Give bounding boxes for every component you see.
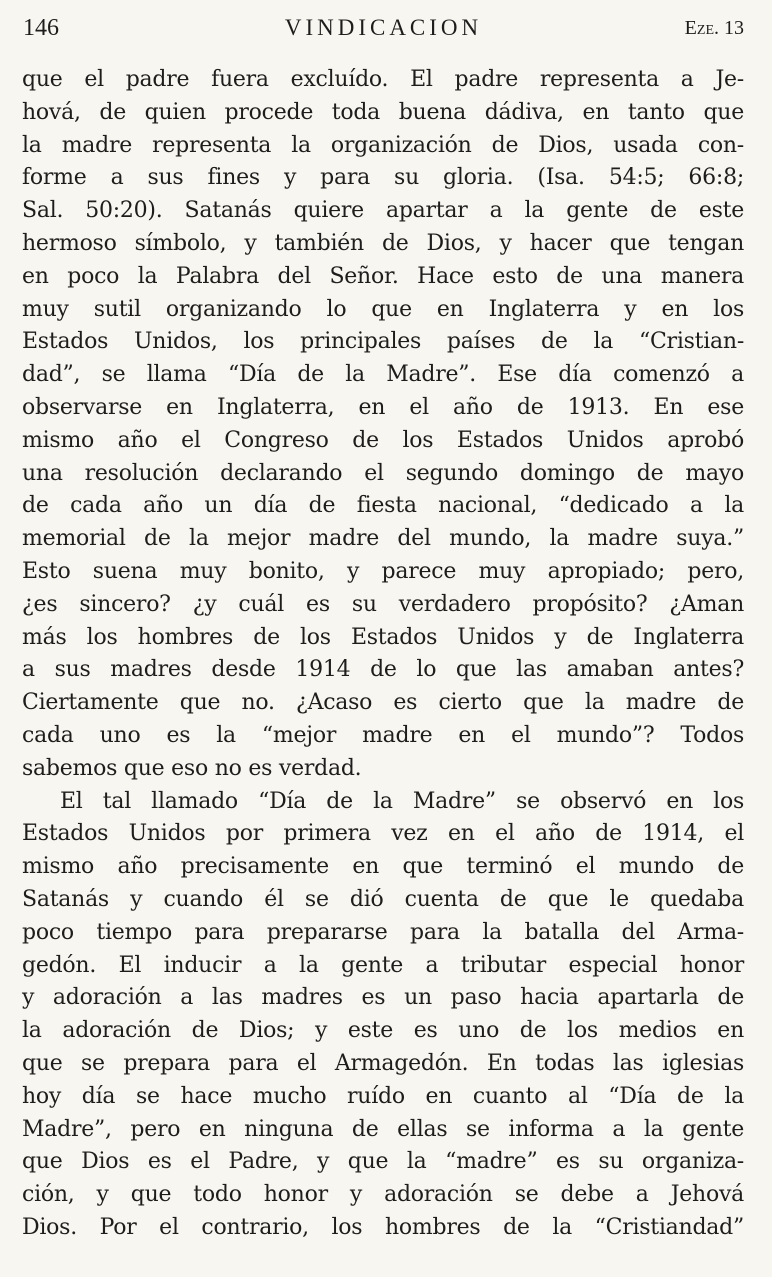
text-line: más los hombres de los Estados Unidos y de Inglaterra xyxy=(22,624,744,650)
text-line: Estados Unidos, los principales países de la “Cristian- xyxy=(22,329,744,355)
text-line: que se prepara para el Armagedón. En todas las iglesias xyxy=(22,1050,744,1076)
text-line: una resolución declarando el segundo domingo de mayo xyxy=(22,460,744,486)
text-line: Esto suena muy bonito, y parece muy apropiado; pero, xyxy=(22,558,744,584)
text-line: en poco la Palabra del Señor. Hace esto de una manera xyxy=(22,263,744,289)
text-line: Estados Unidos por primera vez en el año de 1914, el xyxy=(22,821,744,847)
text-line: Ciertamente que no. ¿Acaso es cierto que la madre de xyxy=(22,690,744,716)
text-line: mismo año precisamente en que terminó el mundo de xyxy=(22,854,744,880)
text-line: dad”, se llama “Día de la Madre”. Ese día comenzó a xyxy=(22,362,744,388)
text-line: hoy día se hace mucho ruído en cuanto al “Día de la xyxy=(22,1083,744,1109)
running-head xyxy=(23,10,744,46)
text-line: Satanás y cuando él se dió cuenta de que le quedaba xyxy=(22,886,744,912)
text-line: la madre representa la organización de Dios, usada con- xyxy=(22,132,744,158)
body-text xyxy=(22,64,744,1245)
running-title: VINDICACION xyxy=(284,15,483,40)
text-line: hermoso símbolo, y también de Dios, y hacer que tengan xyxy=(22,230,744,256)
text-line: sabemos que eso no es verdad. xyxy=(22,755,362,781)
paragraph-1 xyxy=(22,64,744,786)
scripture-reference: Eze. 13 xyxy=(684,17,744,39)
paragraph-2 xyxy=(22,786,744,1245)
text-line: Dios. Por el contrario, los hombres de la “Cristiandad” xyxy=(22,1214,744,1240)
text-line: memorial de la mejor madre del mundo, la madre suya.” xyxy=(22,526,744,552)
text-line: la adoración de Dios; y este es uno de los medios en xyxy=(22,1018,744,1044)
text-line: a sus madres desde 1914 de lo que las amaban antes? xyxy=(22,657,744,683)
text-line: que el padre fuera excluído. El padre representa a Je- xyxy=(22,67,744,92)
page-number: 146 xyxy=(23,15,59,41)
text-line: observarse en Inglaterra, en el año de 1913. En ese xyxy=(22,394,744,420)
text-line: muy sutil organizando lo que en Inglaterra y en los xyxy=(22,296,744,322)
text-line: ción, y que todo honor y adoración se debe a Jehová xyxy=(22,1182,744,1208)
text-line: Madre”, pero en ninguna de ellas se informa a la gente xyxy=(22,1116,744,1142)
text-line: de cada año un día de fiesta nacional, “dedicado a la xyxy=(22,493,744,519)
text-line: gedón. El inducir a la gente a tributar especial honor xyxy=(22,952,744,978)
text-line: y adoración a las madres es un paso hacia apartarla de xyxy=(22,985,744,1011)
text-line: ¿es sincero? ¿y cuál es su verdadero propósito? ¿Aman xyxy=(22,591,744,617)
text-line: El tal llamado “Día de la Madre” se observó en los xyxy=(60,788,744,814)
text-line: cada uno es la “mejor madre en el mundo”? Todos xyxy=(22,722,744,748)
text-line: que Dios es el Padre, y que la “madre” es su organiza- xyxy=(22,1149,744,1175)
text-line: hová, de quien procede toda buena dádiva, en tanto que xyxy=(22,99,744,125)
text-line: mismo año el Congreso de los Estados Unidos aprobó xyxy=(22,427,744,453)
text-line: forme a sus fines y para su gloria. (Isa. 54:5; 66:8; xyxy=(22,165,744,191)
text-line: Sal. 50:20). Satanás quiere apartar a la gente de este xyxy=(22,198,744,224)
text-line: poco tiempo para prepararse para la batalla del Arma- xyxy=(22,919,744,945)
